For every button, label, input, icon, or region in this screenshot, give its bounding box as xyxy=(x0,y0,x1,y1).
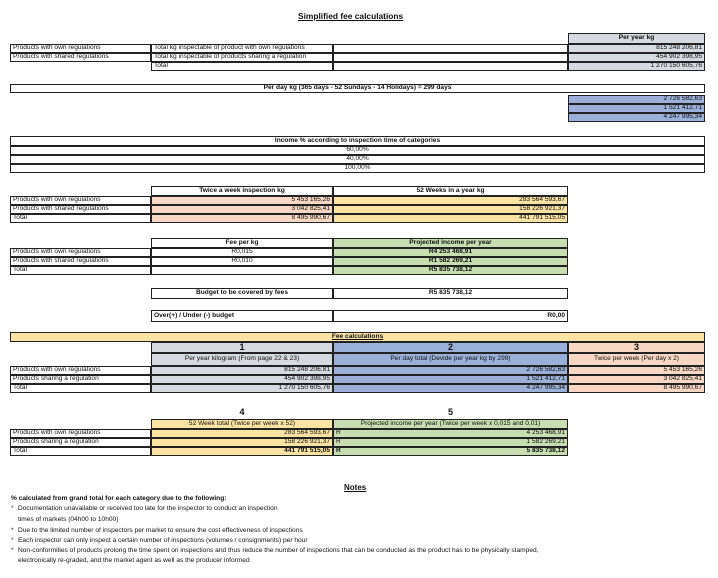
weeks52-own: 283 564 593,67 xyxy=(333,196,568,205)
income-pct-shared: 40,00% xyxy=(10,155,705,164)
fee-calc-c3-total: 8 495 990,67 xyxy=(568,384,705,393)
weeks52-header: 52 Weeks in a year kg xyxy=(333,186,568,196)
desc-own: Total kg inspectable of product with own regulations xyxy=(151,44,333,53)
fee-calc-c5-total: 5 835 738,12 xyxy=(526,447,565,455)
label-total: Total xyxy=(10,214,151,223)
note-bullet: * xyxy=(11,527,14,534)
note-bullet: * xyxy=(11,537,14,544)
label-total: Total xyxy=(10,384,151,393)
fee-calc-c4-shared: 158 226 921,37 xyxy=(151,438,333,447)
fee-calc-c2-total: 4 247 995,34 xyxy=(333,384,568,393)
fee-calc-c1-total: 1 270 150 605,76 xyxy=(151,384,333,393)
fee-calc-c5-shared-row xyxy=(333,438,568,447)
over-under-label: Over(+) / Under (-) budget xyxy=(151,310,333,322)
twice-own: 5 453 165,26 xyxy=(151,196,333,205)
per-day-own: 2 726 582,63 xyxy=(568,95,705,104)
per-year-total: 1 270 150 605,76 xyxy=(568,62,705,71)
budget-value: R5 835 738,12 xyxy=(333,288,568,299)
fee-calc-col1-header: Per year kilogram (From page 22 & 23) xyxy=(151,353,333,366)
fee-calc-title: Fee calculations xyxy=(10,332,705,342)
fee-own: R0,015 xyxy=(151,248,333,257)
fee-calc-c5-own: 4 253 468,91 xyxy=(526,429,565,437)
per-day-shared: 1 521 412,71 xyxy=(568,104,705,113)
weeks52-total: 441 791 515,05 xyxy=(333,214,568,223)
fee-calc-c4-own: 283 564 593,67 xyxy=(151,429,333,438)
projected-header: Projected income per year xyxy=(333,238,568,248)
fee-calc-col1-number: 1 xyxy=(151,342,333,353)
currency-symbol: R xyxy=(336,438,341,446)
fee-calc-c3-own: 5 453 165,26 xyxy=(568,366,705,375)
label-shared: Products with shared regulations xyxy=(10,53,151,62)
notes-title: Notes xyxy=(344,483,367,492)
fee-calc-col4-header: 52 Week total (Twice per week x 52) xyxy=(151,419,333,429)
fee-calc-c2-own: 2 726 582,63 xyxy=(333,366,568,375)
label-own: Products with own regulations xyxy=(10,196,151,205)
fee-calc-col3-header: Twice per week (Per day x 2) xyxy=(568,353,705,366)
desc-total: Total xyxy=(151,62,333,71)
fee-calc-col2-number: 2 xyxy=(333,342,568,353)
note-item: times of markets (04h00 to 10h00) xyxy=(18,516,119,523)
blank-cell xyxy=(333,62,568,71)
fee-calc-c1-own: 815 248 206,81 xyxy=(151,366,333,375)
fee-calc-c3-shared: 3 042 825,41 xyxy=(568,375,705,384)
label-shared: Products with shared regulations xyxy=(10,257,151,266)
fee-calc-col4-number: 4 xyxy=(239,407,245,417)
fee-calc-c2-shared: 1 521 412,71 xyxy=(333,375,568,384)
blank-cell xyxy=(333,44,568,53)
twice-header: Twice a week inspection kg xyxy=(151,186,333,196)
twice-total: 8 495 990,67 xyxy=(151,214,333,223)
blank-cell xyxy=(151,266,333,275)
label-own: Products with own regulations xyxy=(10,429,151,438)
income-pct-header: Income % according to inspection time of categories xyxy=(10,136,705,146)
note-bullet: * xyxy=(11,505,14,512)
note-item: Due to the limited number of inspectors per market to ensure the cost effectiveness of inspections xyxy=(18,527,303,534)
note-item: Each inspector can only inspect a certain number of inspections (volumes / consignments) per hour xyxy=(18,537,308,544)
fee-calc-col5-header: Projected income per year (Twice per week x 0,015 and 0,01) xyxy=(333,419,568,429)
label-own: Products with own regulations xyxy=(10,44,151,53)
note-bullet: * xyxy=(11,547,14,554)
fee-calc-col5-number: 5 xyxy=(447,407,453,417)
currency-symbol: R xyxy=(336,447,341,455)
fee-shared: R0,010 xyxy=(151,257,333,266)
label-total: Total xyxy=(10,266,151,275)
budget-label: Budget to be covered by fees xyxy=(151,288,333,299)
fee-header: Fee per kg xyxy=(151,238,333,248)
label-sharing: Products sharing a regulation xyxy=(10,438,151,447)
label-shared: Products with shared regulations xyxy=(10,205,151,214)
label-own: Products with own regulations xyxy=(10,248,151,257)
note-item: electronically re-graded, and the market agent as well as the producer informed xyxy=(18,557,250,564)
note-item: Documentation unavailable or received too late for the inspector to conduct an inspection xyxy=(18,505,278,512)
weeks52-shared: 158 226 921,37 xyxy=(333,205,568,214)
blank-cell xyxy=(333,53,568,62)
desc-shared: Total kg inspectable of products sharing a regulation xyxy=(151,53,333,62)
fee-calc-c5-own-row xyxy=(333,429,568,438)
label-total: Total xyxy=(10,447,151,456)
per-year-header: Per year kg xyxy=(568,33,705,44)
fee-calc-c5-total-row xyxy=(333,447,568,456)
fee-calc-c4-total: 441 791 515,05 xyxy=(151,447,333,456)
note-item: Non-conformities of products prolong the time spent on inspections and thus reduce the number of inspections that can be conducted as the product has to be physically stamped, xyxy=(18,547,539,554)
fee-calc-c1-shared: 454 902 398,95 xyxy=(151,375,333,384)
per-year-shared: 454 902 398,95 xyxy=(568,53,705,62)
fee-calc-col2-header: Per day total (Devide per year kg by 299) xyxy=(333,353,568,366)
income-pct-own: 60,00% xyxy=(10,146,705,155)
fee-calc-col3-number: 3 xyxy=(568,342,705,353)
page-title: Simplified fee calculations xyxy=(298,11,404,21)
notes-intro: % calculated from grand total for each category due to the following: xyxy=(11,495,227,502)
per-day-header: Per day kg (365 days - 52 Sundays - 14 Holidays) = 299 days xyxy=(10,84,705,93)
projected-own: R4 253 468,91 xyxy=(333,248,568,257)
label-own: Products with own regulations xyxy=(10,366,151,375)
over-under-value: R0,00 xyxy=(333,310,568,322)
fee-calc-c5-shared: 1 582 269,21 xyxy=(526,438,565,446)
twice-shared: 3 042 825,41 xyxy=(151,205,333,214)
per-year-own: 815 248 206,81 xyxy=(568,44,705,53)
label-sharing: Products sharing a regulation xyxy=(10,375,151,384)
per-day-total: 4 247 995,34 xyxy=(568,113,705,122)
currency-symbol: R xyxy=(336,429,341,437)
income-pct-total: 100,00% xyxy=(10,164,705,173)
projected-total: R5 835 738,12 xyxy=(333,266,568,275)
projected-shared: R1 582 269,21 xyxy=(333,257,568,266)
